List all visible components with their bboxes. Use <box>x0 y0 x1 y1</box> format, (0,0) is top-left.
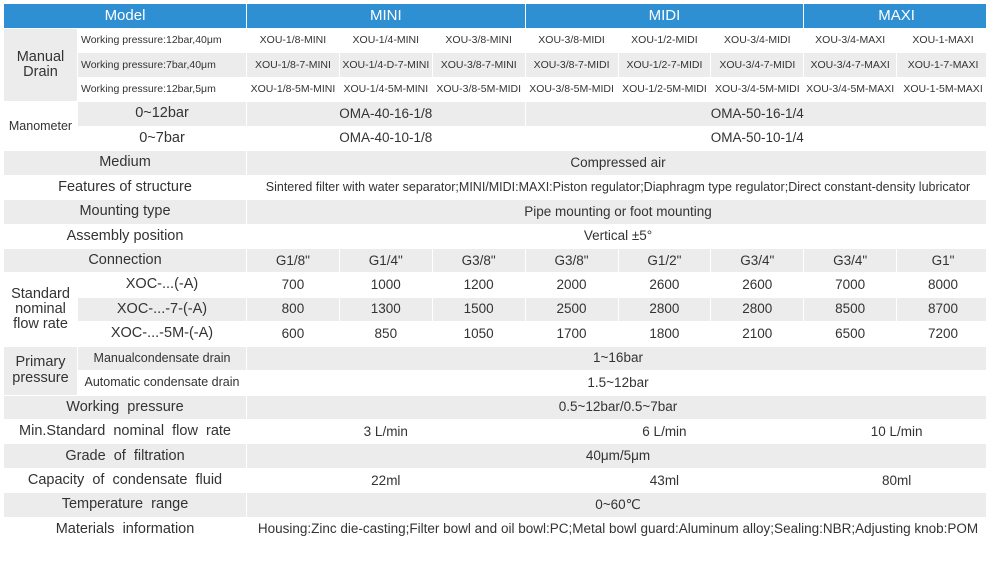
min-flow-maxi: 10 L/min <box>804 420 986 443</box>
manual-drain-cell: XOU-3/8-MINI <box>433 29 525 52</box>
medium-label: Medium <box>4 151 246 174</box>
working-pressure-label: Working pressure <box>4 396 246 419</box>
flow-value: 1050 <box>433 322 525 345</box>
medium-value: Compressed air <box>247 151 986 174</box>
primary-pressure-type: Manualcondensate drain <box>78 347 246 370</box>
header-mini: MINI <box>247 4 525 28</box>
working-pressure-value: 0.5~12bar/0.5~7bar <box>247 396 986 419</box>
assembly-label: Assembly position <box>4 225 246 248</box>
flow-value: 8700 <box>897 298 986 321</box>
manual-drain-cell: XOU-3/4-7-MAXI <box>804 53 896 76</box>
materials-label: Materials information <box>4 518 246 541</box>
connection-size: G1/8" <box>247 249 339 272</box>
manual-drain-cell: XOU-3/8-5M-MIDI <box>526 78 618 101</box>
condensate-label: Capacity of condensate fluid <box>4 469 246 492</box>
primary-pressure-label: Primary pressure <box>4 347 77 395</box>
flow-value: 2100 <box>711 322 803 345</box>
manual-drain-cell: XOU-1/4-MINI <box>340 29 432 52</box>
connection-size: G3/8" <box>433 249 525 272</box>
flow-value: 600 <box>247 322 339 345</box>
manual-drain-cell: XOU-1/4-D-7-MINI <box>340 53 432 76</box>
flow-value: 8000 <box>897 273 986 296</box>
manual-drain-condition: Working pressure:12bar,5μm <box>78 78 246 101</box>
manual-drain-cell: XOU-1/2-7-MIDI <box>619 53 711 76</box>
connection-size: G3/4" <box>711 249 803 272</box>
temperature-value: 0~60℃ <box>247 493 986 516</box>
manual-drain-label: Manual Drain <box>4 29 77 101</box>
filtration-label: Grade of filtration <box>4 444 246 467</box>
manual-drain-cell: XOU-1/4-5M-MINI <box>340 78 432 101</box>
connection-size: G1/4" <box>340 249 432 272</box>
flow-value: 2500 <box>526 298 618 321</box>
manual-drain-cell: XOU-1/8-7-MINI <box>247 53 339 76</box>
spec-table <box>4 4 983 566</box>
manometer-midimaxi: OMA-50-16-1/4 <box>526 102 986 125</box>
flow-value: 800 <box>247 298 339 321</box>
manual-drain-cell: XOU-3/4-5M-MAXI <box>804 78 896 101</box>
manual-drain-cell: XOU-1-5M-MAXI <box>897 78 986 101</box>
flow-value: 1300 <box>340 298 432 321</box>
manual-drain-cell: XOU-3/8-MIDI <box>526 29 618 52</box>
connection-size: G1/2" <box>619 249 711 272</box>
flow-value: 1500 <box>433 298 525 321</box>
manual-drain-cell: XOU-3/4-MIDI <box>711 29 803 52</box>
flow-value: 2600 <box>711 273 803 296</box>
flow-value: 1700 <box>526 322 618 345</box>
manual-drain-condition: Working pressure:12bar,40μm <box>78 29 246 52</box>
header-model: Model <box>4 4 246 28</box>
min-flow-midi: 6 L/min <box>526 420 804 443</box>
flow-value: 7200 <box>897 322 986 345</box>
assembly-value: Vertical ±5° <box>247 225 986 248</box>
primary-pressure-value: 1~16bar <box>247 347 986 370</box>
manual-drain-cell: XOU-1-MAXI <box>897 29 986 52</box>
manual-drain-cell: XOU-3/4-5M-MIDI <box>711 78 803 101</box>
flow-model: XOC-...-5M-(-A) <box>78 322 246 345</box>
connection-label: Connection <box>4 249 246 272</box>
flow-value: 2800 <box>711 298 803 321</box>
connection-size: G3/4" <box>804 249 896 272</box>
temperature-label: Temperature range <box>4 493 246 516</box>
condensate-mini: 22ml <box>247 469 525 492</box>
primary-pressure-value: 1.5~12bar <box>247 371 986 394</box>
manual-drain-cell: XOU-3/8-7-MIDI <box>526 53 618 76</box>
primary-pressure-type: Automatic condensate drain <box>78 371 246 394</box>
flow-value: 6500 <box>804 322 896 345</box>
connection-size: G1" <box>897 249 986 272</box>
flow-value: 850 <box>340 322 432 345</box>
manual-drain-cell: XOU-1-7-MAXI <box>897 53 986 76</box>
manual-drain-cell: XOU-3/4-7-MIDI <box>711 53 803 76</box>
min-flow-label: Min.Standard nominal flow rate <box>4 420 246 443</box>
manometer-label: Manometer <box>4 102 77 150</box>
manometer-mini: OMA-40-10-1/8 <box>247 127 525 150</box>
manual-drain-cell: XOU-1/2-MIDI <box>619 29 711 52</box>
filtration-value: 40μm/5μm <box>247 444 986 467</box>
flow-label: Standard nominal flow rate <box>4 273 77 345</box>
features-label: Features of structure <box>4 176 246 199</box>
manual-drain-cell: XOU-3/8-7-MINI <box>433 53 525 76</box>
min-flow-mini: 3 L/min <box>247 420 525 443</box>
condensate-maxi: 80ml <box>804 469 986 492</box>
manual-drain-cell: XOU-3/4-MAXI <box>804 29 896 52</box>
flow-model: XOC-...-7-(-A) <box>78 298 246 321</box>
flow-model: XOC-...(-A) <box>78 273 246 296</box>
mounting-value: Pipe mounting or foot mounting <box>247 200 986 223</box>
features-value: Sintered filter with water separator;MINI/MIDI:MAXI:Piston regulator;Diaphragm type regulator;Direct constant-density lubricator <box>247 176 986 199</box>
flow-value: 2800 <box>619 298 711 321</box>
materials-value: Housing:Zinc die-casting;Filter bowl and oil bowl:PC;Metal bowl guard:Aluminum alloy;Sealing:NBR;Adjusting knob:POM <box>247 518 986 541</box>
manual-drain-condition: Working pressure:7bar,40μm <box>78 53 246 76</box>
connection-size: G3/8" <box>526 249 618 272</box>
flow-value: 7000 <box>804 273 896 296</box>
manual-drain-cell: XOU-3/8-5M-MIDI <box>433 78 525 101</box>
mounting-label: Mounting type <box>4 200 246 223</box>
manometer-range: 0~7bar <box>78 127 246 150</box>
header-midi: MIDI <box>526 4 804 28</box>
manometer-mini: OMA-40-16-1/8 <box>247 102 525 125</box>
manual-drain-cell: XOU-1/8-MINI <box>247 29 339 52</box>
flow-value: 700 <box>247 273 339 296</box>
flow-value: 1200 <box>433 273 525 296</box>
flow-value: 1800 <box>619 322 711 345</box>
flow-value: 2600 <box>619 273 711 296</box>
flow-value: 8500 <box>804 298 896 321</box>
manual-drain-cell: XOU-1/2-5M-MIDI <box>619 78 711 101</box>
flow-value: 2000 <box>526 273 618 296</box>
manual-drain-cell: XOU-1/8-5M-MINI <box>247 78 339 101</box>
condensate-midi: 43ml <box>526 469 804 492</box>
manometer-range: 0~12bar <box>78 102 246 125</box>
flow-value: 1000 <box>340 273 432 296</box>
header-maxi: MAXI <box>804 4 986 28</box>
manometer-midimaxi: OMA-50-10-1/4 <box>526 127 986 150</box>
